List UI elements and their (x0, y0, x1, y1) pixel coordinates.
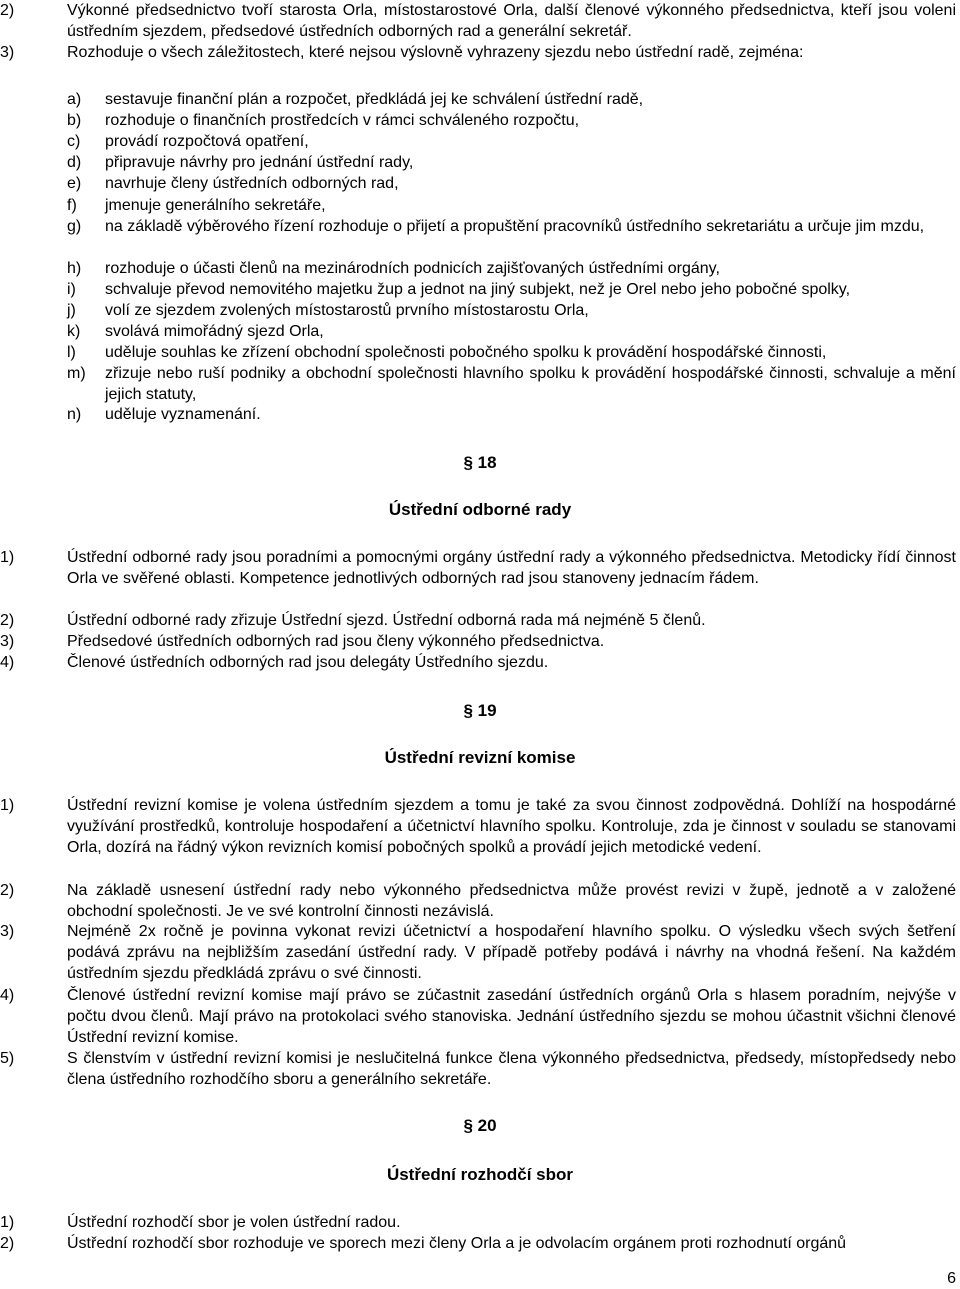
page-number: 6 (947, 1270, 956, 1287)
item-number: 4) (0, 654, 15, 671)
subitem-text: schvaluje převod nemovitého majetku žup a jednot na jiný subjekt, než je Orel nebo jeho pobočné spolky, (105, 281, 851, 298)
item-text: Rozhoduje o všech záležitostech, které nejsou výslovně vyhrazeny sjezdu nebo ústřední radě, zejména: (67, 44, 804, 61)
item-text: Na základě usnesení ústřední rady nebo výkonného předsednictva může provést revizi v župě, jednotě a v založené obchodní společnosti. Je ve své kontrolní činnosti nezávislá. (67, 882, 956, 920)
item-number: 2) (0, 2, 15, 19)
item-text: Nejméně 2x ročně je povinna vykonat revizi účetnictví a hospodaření hlavního spolku. O výsledku všech svých šetření podává zprávu na nejbližším zasedání ústřední rady. V případě potřeby podává i návrhy na vhodná řešení. Na každém ústředním sjezdu předkládá zprávu o své činnosti. (67, 923, 956, 982)
item-text: Členové ústřední revizní komise mají právo se zúčastnit zasedání ústředních orgánů Orla s hlasem poradním, nejvýše v počtu dvou členů. Mají právo na protokolaci svého stanoviska. Jednání ústředního sjezdu se mohou účastnit všichni členové Ústřední revizní komise. (67, 987, 956, 1046)
subitem-e (67, 173, 956, 194)
section-18-item-2 (0, 610, 956, 631)
section-20-item-1 (0, 1212, 956, 1233)
section-19-item-2 (0, 880, 956, 922)
section-19-item-1 (0, 795, 956, 858)
section-title: Ústřední odborné rady (388, 500, 572, 519)
item-text: Ústřední odborné rady zřizuje Ústřední sjezd. Ústřední odborná rada má nejméně 5 členů. (67, 612, 706, 629)
item-text: Ústřední odborné rady jsou poradními a pomocnými orgány ústřední rady a výkonného předsednictva. Metodicky řídí činnost Orla ve svěřené oblasti. Kompetence jednotlivých odborných rad jsou stanoveny jednacím řádem. (67, 549, 956, 587)
item-number: 2) (0, 882, 15, 899)
section-title: Ústřední revizní komise (384, 748, 576, 767)
item-number: 1) (0, 549, 15, 566)
subitem-text: uděluje souhlas ke zřízení obchodní společnosti pobočného spolku k provádění hospodářské činnosti, (105, 344, 827, 361)
subitem-letter: e) (67, 175, 82, 192)
subitem-text: připravuje návrhy pro jednání ústřední rady, (105, 154, 414, 171)
section-20-item-2 (0, 1233, 956, 1254)
subitem-text: svolává mimořádný sjezd Orla, (105, 323, 324, 340)
subitem-letter: m) (67, 365, 86, 382)
subitem-text: uděluje vyznamenání. (105, 406, 261, 423)
item-text: Výkonné předsednictvo tvoří starosta Orla, místostarostové Orla, další členové výkonného předsednictva, kteří jsou voleni ústředním sjezdem, předsedové ústředních odborných rad a generální sekretář. (67, 2, 956, 40)
subitem-i (67, 279, 956, 300)
section-number: § 18 (463, 453, 497, 472)
paragraph-3 (0, 42, 956, 63)
subitem-letter: n) (67, 406, 82, 423)
subitem-letter: i) (67, 281, 76, 298)
subitem-letter: a) (67, 91, 82, 108)
item-text: Předsedové ústředních odborných rad jsou členy výkonného předsednictva. (67, 633, 605, 650)
item-number: 2) (0, 1235, 15, 1252)
paragraph-2 (0, 0, 956, 42)
subitem-a (67, 89, 956, 110)
subitem-l (67, 342, 956, 363)
subitem-letter: d) (67, 154, 82, 171)
subitem-d (67, 152, 956, 173)
subitem-text: na základě výběrového řízení rozhoduje o přijetí a propuštění pracovníků ústředního sekretariátu a určuje jim mzdu, (105, 218, 925, 235)
subitem-letter: h) (67, 260, 82, 277)
section-title: Ústřední rozhodčí sbor (386, 1165, 574, 1184)
subitem-letter: k) (67, 323, 81, 340)
subitem-text: volí ze sjezdem zvolených místostarostů prvního místostarostu Orla, (105, 302, 589, 319)
subitem-letter: b) (67, 112, 82, 129)
item-number: 2) (0, 612, 15, 629)
subitem-m (67, 363, 956, 406)
subitem-text: rozhoduje o účasti členů na mezinárodních podnicích zajišťovaných ústředními orgány, (105, 260, 720, 277)
subitem-text: provádí rozpočtová opatření, (105, 133, 309, 150)
item-text: Členové ústředních odborných rad jsou delegáty Ústředního sjezdu. (67, 654, 549, 671)
section-19-item-5 (0, 1048, 956, 1090)
item-text: S členstvím v ústřední revizní komisi je neslučitelná funkce člena výkonného předsednictva, předsedy, místopředsedy nebo člena ústředního rozhodčího sboru a generálního sekretáře. (67, 1050, 956, 1088)
item-text: Ústřední rozhodčí sbor je volen ústřední radou. (67, 1214, 401, 1231)
subitem-f (67, 195, 956, 216)
subitem-letter: l) (67, 344, 76, 361)
item-text: Ústřední revizní komise je volena ústředním sjezdem a tomu je také za svou činnost zodpovědná. Dohlíží na hospodárné využívání prostředků, kontroluje hospodaření a účetnictví hlavního spolku. Kontroluje, zda je činnost v souladu se stanovami Orla, dozírá na řádný výkon revizních komisí pobočných spolků a provádí jejich metodické vedení. (67, 797, 956, 856)
section-19-item-4 (0, 985, 956, 1048)
subitem-j (67, 300, 956, 321)
subitem-k (67, 321, 956, 342)
subitem-n (67, 404, 956, 425)
subitem-text: jmenuje generálního sekretáře, (105, 197, 326, 214)
subitem-letter: f) (67, 197, 77, 214)
item-number: 3) (0, 923, 15, 940)
section-18-item-4 (0, 652, 956, 673)
section-18-item-1 (0, 547, 956, 589)
section-number: § 19 (463, 701, 497, 720)
section-18-item-3 (0, 631, 956, 652)
subitem-h (67, 258, 956, 279)
subitem-g (67, 216, 956, 237)
subitem-b (67, 110, 956, 131)
subitem-letter: g) (67, 218, 82, 235)
subitem-text: sestavuje finanční plán a rozpočet, předkládá jej ke schválení ústřední radě, (105, 91, 644, 108)
subitem-text: navrhuje členy ústředních odborných rad, (105, 175, 399, 192)
section-number: § 20 (463, 1116, 497, 1135)
item-number: 1) (0, 1214, 15, 1231)
subitem-text: zřizuje nebo ruší podniky a obchodní společnosti hlavního spolku k provádění hospodářské činnosti, schvaluje a mění jejich statuty, (105, 365, 956, 404)
item-number: 3) (0, 633, 15, 650)
subitem-letter: j) (67, 302, 76, 319)
subitem-c (67, 131, 956, 152)
subitem-letter: c) (67, 133, 81, 150)
item-number: 5) (0, 1050, 15, 1067)
subitem-text: rozhoduje o finančních prostředcích v rámci schváleného rozpočtu, (105, 112, 580, 129)
item-number: 4) (0, 987, 15, 1004)
item-number: 3) (0, 44, 15, 61)
item-number: 1) (0, 797, 15, 814)
section-19-item-3 (0, 921, 956, 984)
item-text: Ústřední rozhodčí sbor rozhoduje ve sporech mezi členy Orla a je odvolacím orgánem proti rozhodnutí orgánů (67, 1235, 847, 1252)
